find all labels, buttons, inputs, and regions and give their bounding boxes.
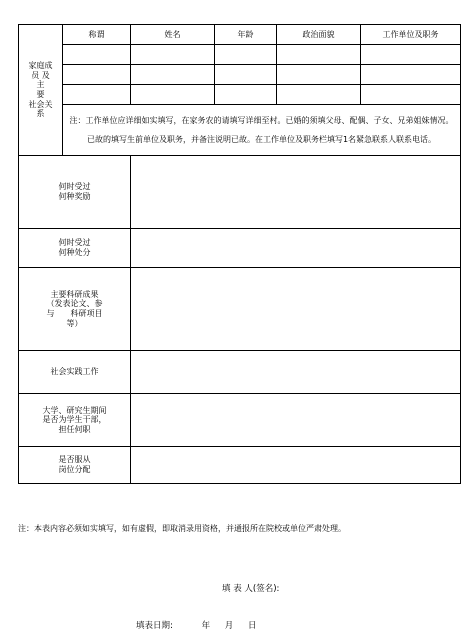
date-day: 日	[248, 621, 257, 631]
social-practice-row	[19, 351, 461, 394]
awards-row	[19, 156, 461, 229]
social-practice-label: 社会实践工作	[19, 351, 131, 394]
date-label: 填表日期:	[136, 621, 173, 631]
job-allocation-field[interactable]	[131, 447, 461, 484]
relation-field[interactable]	[63, 65, 131, 85]
research-row	[19, 268, 461, 351]
signature-line	[222, 582, 279, 594]
date-month: 月	[224, 621, 234, 631]
date-year: 年	[201, 621, 211, 631]
student-cadre-row	[19, 394, 461, 447]
column-header-name: 姓名	[131, 25, 215, 45]
student-cadre-label: 大学、研究生期间 是否为学生干部， 担任何职	[19, 394, 131, 447]
job-allocation-row	[19, 447, 461, 484]
date-line	[136, 619, 269, 631]
name-field[interactable]	[131, 85, 215, 105]
name-field[interactable]	[131, 65, 215, 85]
student-cadre-field[interactable]	[131, 394, 461, 447]
relation-field[interactable]	[63, 45, 131, 65]
application-form-table	[18, 24, 461, 484]
family-row	[19, 65, 461, 85]
family-note: 注：工作单位应详细如实填写，在家务农的请填写详细至村。已婚的须填父母、配偶、子女、兄弟姐妹情况。已故的填写生前单位及职务，并备注说明已故。在工作单位及职务栏填写1名紧急联系人联系电话。	[63, 105, 461, 156]
age-field[interactable]	[215, 85, 277, 105]
workplace-field[interactable]	[361, 45, 461, 65]
punishments-label: 何时受过 何种处分	[19, 229, 131, 268]
family-relations-label: 家庭成 员 及 主 要 社会关 系	[19, 25, 63, 156]
relation-field[interactable]	[63, 85, 131, 105]
footnote: 注：本表内容必须如实填写，如有虚假，即取消录用资格，并通报所在院校或单位严肃处理。	[18, 524, 346, 533]
political-status-field[interactable]	[277, 45, 361, 65]
awards-field[interactable]	[131, 156, 461, 229]
punishments-field[interactable]	[131, 229, 461, 268]
family-note-row	[19, 105, 461, 156]
name-field[interactable]	[131, 45, 215, 65]
awards-label: 何时受过 何种奖励	[19, 156, 131, 229]
family-row	[19, 85, 461, 105]
column-header-political-status: 政治面貌	[277, 25, 361, 45]
punishments-row	[19, 229, 461, 268]
political-status-field[interactable]	[277, 65, 361, 85]
workplace-field[interactable]	[361, 85, 461, 105]
age-field[interactable]	[215, 45, 277, 65]
age-field[interactable]	[215, 65, 277, 85]
research-field[interactable]	[131, 268, 461, 351]
signature-label: 填 表 人(签名):	[222, 584, 280, 594]
workplace-field[interactable]	[361, 65, 461, 85]
family-row	[19, 45, 461, 65]
column-header-workplace: 工作单位及职务	[361, 25, 461, 45]
column-header-relation: 称谓	[63, 25, 131, 45]
job-allocation-label: 是否服从 岗位分配	[19, 447, 131, 484]
social-practice-field[interactable]	[131, 351, 461, 394]
column-header-age: 年龄	[215, 25, 277, 45]
research-label: 主要科研成果 （发表论文、参 与 科研项目 等）	[19, 268, 131, 351]
political-status-field[interactable]	[277, 85, 361, 105]
